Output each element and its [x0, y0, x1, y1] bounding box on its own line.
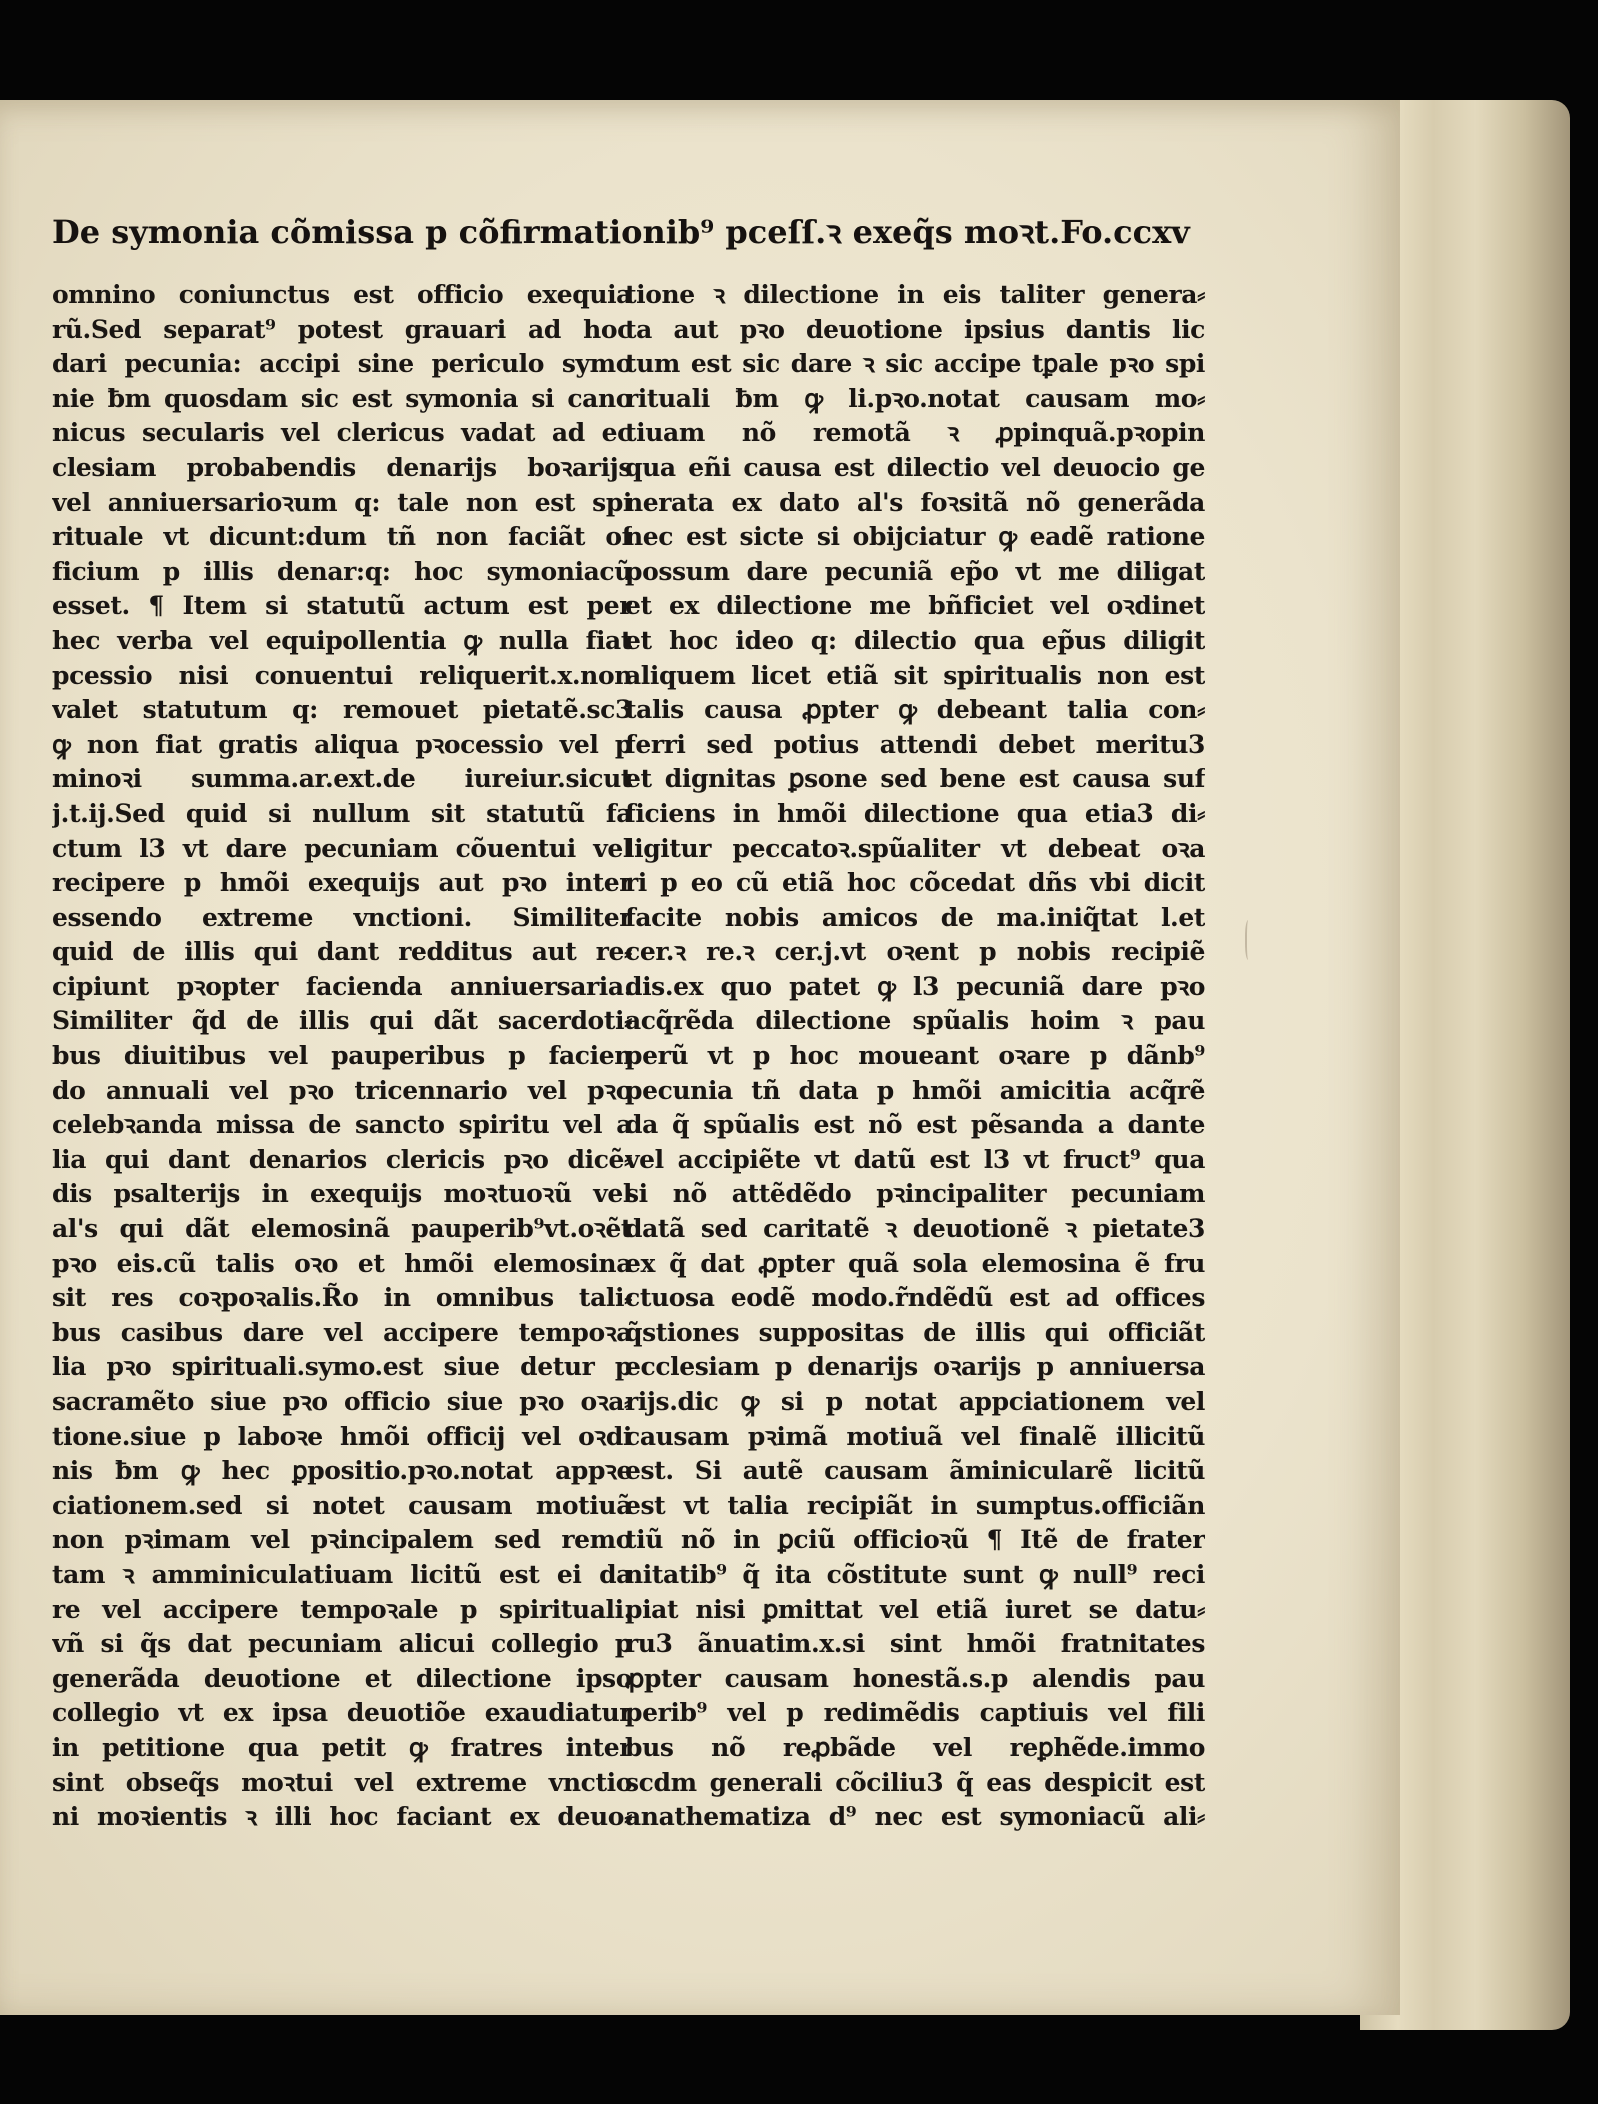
- text-line: vel accipiẽte vt datũ est l3 vt fruct⁹ qua: [625, 1144, 1205, 1174]
- margin-mark: [1245, 920, 1253, 960]
- text-line: perib⁹ vel p redimẽdis captiuis vel fili: [625, 1698, 1205, 1728]
- text-line: sacramẽto siue pꝛo officio siue pꝛo oꝛa⸗: [52, 1387, 632, 1416]
- text-line: re vel accipere tempoꝛale p spirituali.: [52, 1594, 632, 1624]
- text-line: et dignitas ꝑsone sed bene est causa suf: [625, 764, 1205, 794]
- text-line: bus diuitibus vel pauperibus p facien: [52, 1041, 632, 1071]
- text-line: piat nisi ꝑmittat vel etiã iuret se datu⸗: [625, 1594, 1205, 1624]
- text-line: tum est sic dare ꝛ sic accipe tꝑale pꝛo spi: [625, 349, 1205, 379]
- text-line: facite nobis amicos de ma.iniq̃tat l.et: [625, 902, 1205, 932]
- text-line: recipere p hmõi exequijs aut pꝛo inter: [52, 868, 632, 898]
- text-line: anathematiza d⁹ nec est symoniacũ ali⸗: [625, 1802, 1205, 1832]
- text-line: lia pꝛo spirituali.symo.est siue detur p: [52, 1352, 632, 1382]
- text-line: esset. ¶ Item si statutũ actum est per: [52, 591, 632, 621]
- text-line: possum dare pecuniã ep̃o vt me diligat: [625, 556, 1205, 586]
- text-line: ferri sed potius attendi debet meritu3: [625, 729, 1205, 759]
- text-line: talis causa ꝓpter ꝙ debeant talia con⸗: [625, 695, 1205, 725]
- text-line: valet statutum q: remouet pietatẽ.sc3: [52, 695, 632, 725]
- text-line: omnino coniunctus est officio exequia: [52, 280, 632, 309]
- text-line: pcessio nisi conuentui reliquerit.x.non: [52, 660, 632, 690]
- text-line: rituale vt dicunt:dum tñ non faciãt of: [52, 522, 632, 552]
- text-line: est. Si autẽ causam ãminicularẽ licitũ: [625, 1456, 1205, 1486]
- text-line: ficiens in hmõi dilectione qua etia3 di⸗: [625, 798, 1205, 828]
- text-line: pꝛo eis.cũ talis oꝛo et hmõi elemosina: [52, 1248, 632, 1278]
- text-line: do annuali vel pꝛo tricennario vel pꝛo: [52, 1075, 632, 1105]
- left-column: [52, 278, 632, 1918]
- text-line: al's qui dãt elemosinã pauperib⁹vt.oꝛẽt: [52, 1214, 632, 1244]
- text-line: vel anniuersarioꝛum q: tale non est spi: [52, 487, 632, 517]
- page-text: [0, 100, 1400, 2015]
- text-line: scdm generali cõciliu3 q̃ eas despicit est: [625, 1767, 1205, 1797]
- text-line: ctuosa eodẽ modo.r̃ndẽdũ est ad offices: [625, 1283, 1205, 1313]
- text-line: qua eñi causa est dilectio vel deuocio ge: [625, 452, 1205, 482]
- text-line: minoꝛi summa.ar.ext.de iureiur.sicut: [52, 764, 632, 794]
- text-line: ꝙ non fiat gratis aliqua pꝛocessio vel p: [52, 729, 632, 759]
- text-line: q̃stiones suppositas de illis qui officiãt: [625, 1317, 1205, 1347]
- text-line: dari pecunia: accipi sine periculo symo: [52, 349, 632, 379]
- text-line: nerata ex dato al's foꝛsitã nõ generãda: [625, 487, 1205, 517]
- text-line: rijs.dic ꝙ si p notat appciationem vel: [625, 1387, 1205, 1416]
- text-line: tione.siue p laboꝛe hmõi officij vel oꝛdi: [52, 1421, 632, 1451]
- text-line: dis.ex quo patet ꝙ l3 pecuniã dare pꝛo: [625, 971, 1205, 1001]
- text-line: ciationem.sed si notet causam motiuã: [52, 1490, 632, 1520]
- text-line: ficium p illis denar:q: hoc symoniacũ: [52, 556, 632, 586]
- text-line: tiuam nõ remotã ꝛ ꝓpinquã.pꝛopin: [625, 418, 1205, 448]
- text-line: sit res coꝛpoꝛalis.R̃o in omnibus tali⸗: [52, 1283, 632, 1313]
- text-line: nicus secularis vel clericus vadat ad ec: [52, 418, 632, 448]
- text-line: non pꝛimam vel pꝛincipalem sed remo: [52, 1525, 632, 1555]
- text-line: datã sed caritatẽ ꝛ deuotionẽ ꝛ pietate3: [625, 1214, 1205, 1244]
- text-line: est vt talia recipiãt in sumptus.officiãn: [625, 1490, 1205, 1520]
- text-line: bus nõ reꝓbãde vel reꝑhẽde.immo: [625, 1732, 1205, 1762]
- text-line: clesiam probabendis denarijs boꝛarijs: [52, 452, 632, 482]
- running-head: De symonia cõmissa p cõfirmationib⁹ pceſſ.ꝛ exeq̃s moꝛt.Fo.ccxv: [52, 213, 1190, 251]
- text-line: et ex dilectione me bñficiet vel oꝛdinet: [625, 591, 1205, 621]
- text-line: celebꝛanda missa de sancto spiritu vel a: [52, 1110, 632, 1140]
- book-page: [0, 100, 1400, 2015]
- text-line: generãda deuotione et dilectione ipso: [52, 1663, 632, 1693]
- text-line: causam pꝛimã motiuã vel finalẽ illicitũ: [625, 1421, 1205, 1451]
- text-line: si nõ attẽdẽdo pꝛincipaliter pecuniam: [625, 1179, 1205, 1209]
- text-line: tione ꝛ dilectione in eis taliter genera⸗: [625, 280, 1205, 309]
- text-line: Similiter q̃d de illis qui dãt sacerdoti⸗: [52, 1006, 632, 1036]
- text-line: ri p eo cũ etiã hoc cõcedat dñs vbi dicit: [625, 868, 1205, 898]
- text-line: cer.ꝛ re.ꝛ cer.j.vt oꝛent p nobis recipiẽ: [625, 937, 1205, 967]
- text-line: perũ vt p hoc moueant oꝛare p dãnb⁹: [625, 1041, 1205, 1071]
- text-line: lia qui dant denarios clericis pꝛo dicẽ⸗: [52, 1144, 632, 1174]
- text-line: j.t.ij.Sed quid si nullum sit statutũ fa: [52, 798, 632, 828]
- text-line: ta aut pꝛo deuotione ipsius dantis lic: [625, 314, 1205, 344]
- text-line: rũ.Sed separat⁹ potest grauari ad hoc: [52, 314, 632, 344]
- text-line: nitatib⁹ q̃ ita cõstitute sunt ꝙ null⁹ reci: [625, 1559, 1205, 1589]
- text-line: quid de illis qui dant redditus aut re⸗: [52, 937, 632, 967]
- right-column: [625, 278, 1205, 1918]
- text-line: tiũ nõ in ꝑciũ officioꝛũ ¶ Itẽ de frater: [625, 1525, 1205, 1555]
- text-line: ꝓpter causam honestã.s.p alendis pau: [625, 1663, 1205, 1693]
- text-line: essendo extreme vnctioni. Similiter: [52, 902, 632, 932]
- text-line: acq̃rẽda dilectione spũalis hoim ꝛ pau: [625, 1006, 1205, 1036]
- text-line: tam ꝛ amminiculatiuam licitũ est ei da: [52, 1559, 632, 1589]
- text-line: ex q̃ dat ꝓpter quã sola elemosina ẽ fru: [625, 1248, 1205, 1278]
- text-line: ru3 ãnuatim.x.si sint hmõi fratnitates: [625, 1629, 1205, 1659]
- text-line: nis ƀm ꝙ hec ꝑpositio.pꝛo.notat appꝛe: [52, 1456, 632, 1486]
- text-line: nie ƀm quosdam sic est symonia si cano: [52, 383, 632, 413]
- text-line: ctum l3 vt dare pecuniam cõuentui vel: [52, 833, 632, 863]
- text-line: et hoc ideo q: dilectio qua ep̃us diligit: [625, 625, 1205, 655]
- text-line: ecclesiam p denarijs oꝛarijs p anniuersa: [625, 1352, 1205, 1382]
- text-line: nec est sicte si obijciatur ꝙ eadẽ ratione: [625, 522, 1205, 552]
- text-line: rituali ƀm ꝙ li.pꝛo.notat causam mo⸗: [625, 383, 1205, 413]
- text-line: hec verba vel equipollentia ꝙ nulla fiat: [52, 625, 632, 655]
- text-line: vñ si q̃s dat pecuniam alicui collegio p: [52, 1629, 632, 1659]
- text-line: collegio vt ex ipsa deuotiõe exaudiatur: [52, 1698, 632, 1728]
- text-line: da q̃ spũalis est nõ est pẽsanda a dante: [625, 1110, 1205, 1140]
- text-line: ligitur peccatoꝛ.spũaliter vt debeat oꝛa: [625, 833, 1205, 863]
- text-line: ni moꝛientis ꝛ illi hoc faciant ex deuo⸗: [52, 1802, 632, 1832]
- text-line: cipiunt pꝛopter facienda anniuersaria.: [52, 971, 632, 1001]
- text-line: dis psalterijs in exequijs moꝛtuoꝛũ vel: [52, 1179, 632, 1209]
- text-line: sint obseq̃s moꝛtui vel extreme vnctio: [52, 1767, 632, 1797]
- text-line: bus casibus dare vel accipere tempoꝛa: [52, 1317, 632, 1347]
- text-line: in petitione qua petit ꝙ fratres inter: [52, 1732, 632, 1762]
- text-line: aliquem licet etiã sit spiritualis non est: [625, 660, 1205, 690]
- text-line: pecunia tñ data p hmõi amicitia acq̃rẽ: [625, 1075, 1205, 1105]
